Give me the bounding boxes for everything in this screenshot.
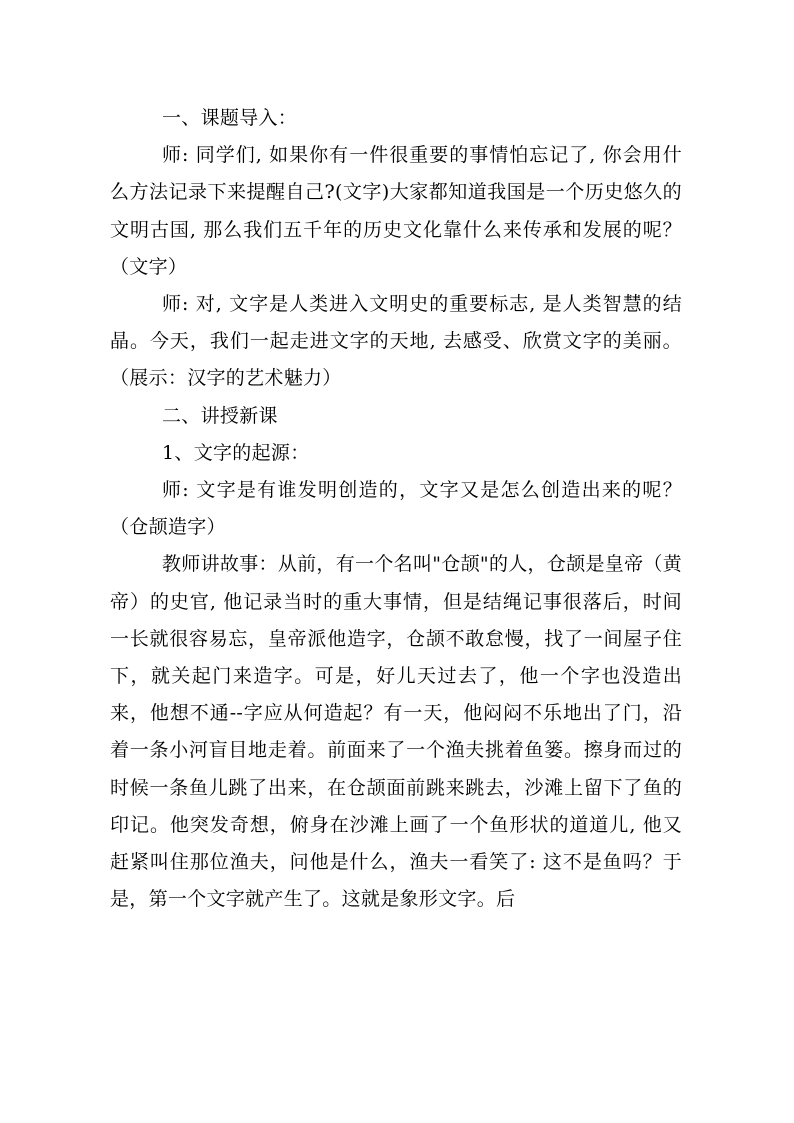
subsection-heading-origin: 1、文字的起源： [162, 441, 310, 464]
section-heading-new-lesson: 二、讲授新课 [162, 404, 278, 427]
paragraph-cangjie-story: 教师讲故事：从前，有一个名叫"仓颉"的人，仓颉是皇帝（黄帝）的史官, 他记录当时的重大事情，但是结绳记事很落后，时间一长就很容易忘，皇帝派他造字，仓颉不敢怠慢，找了一间屋子住下，就关起门来造字。可是，好儿天过去了，他一个字也没造出来，他想不通--字应从何造起？有一天，他闷闷不乐地出了门，沿着一条小河盲目地走着。前面来了一个渔夫挑着鱼篓。擦身而过的时候一条鱼儿跳了出来，在仓颉面前跳来跳去，沙滩上留下了鱼的印记。他突发奇想，俯身在沙滩上画了一个鱼形状的道道儿, 他又赶紧叫住那位渔夫，问他是什么，渔夫一看笑了: 这不是鱼吗？于是，第一个文字就产生了。这就是象形文字。后 [110, 553, 682, 911]
paragraph-origin-question: 师: 文字是有谁发明创造的，文字又是怎么创造出来的呢？（仓颉造字） [110, 479, 682, 539]
paragraph-teacher-response: 师: 对, 文字是人类进入文明史的重要标志, 是人类智慧的结晶。今天，我们一起走进文字的天地, 去感受、欣赏文字的美丽。（展示：汉字的艺术魅力） [110, 293, 682, 390]
section-heading-intro: 一、课题导入： [162, 107, 298, 129]
paragraph-teacher-question: 师: 同学们, 如果你有一件很重要的事情怕忘记了, 你会用什么方法记录下来提醒自己?(文字)大家都知道我国是一个历史悠久的文明古国, 那么我们五千年的历史文化靠什么来传承和发展的呢？（文字） [110, 144, 682, 278]
document-body [110, 100, 682, 918]
